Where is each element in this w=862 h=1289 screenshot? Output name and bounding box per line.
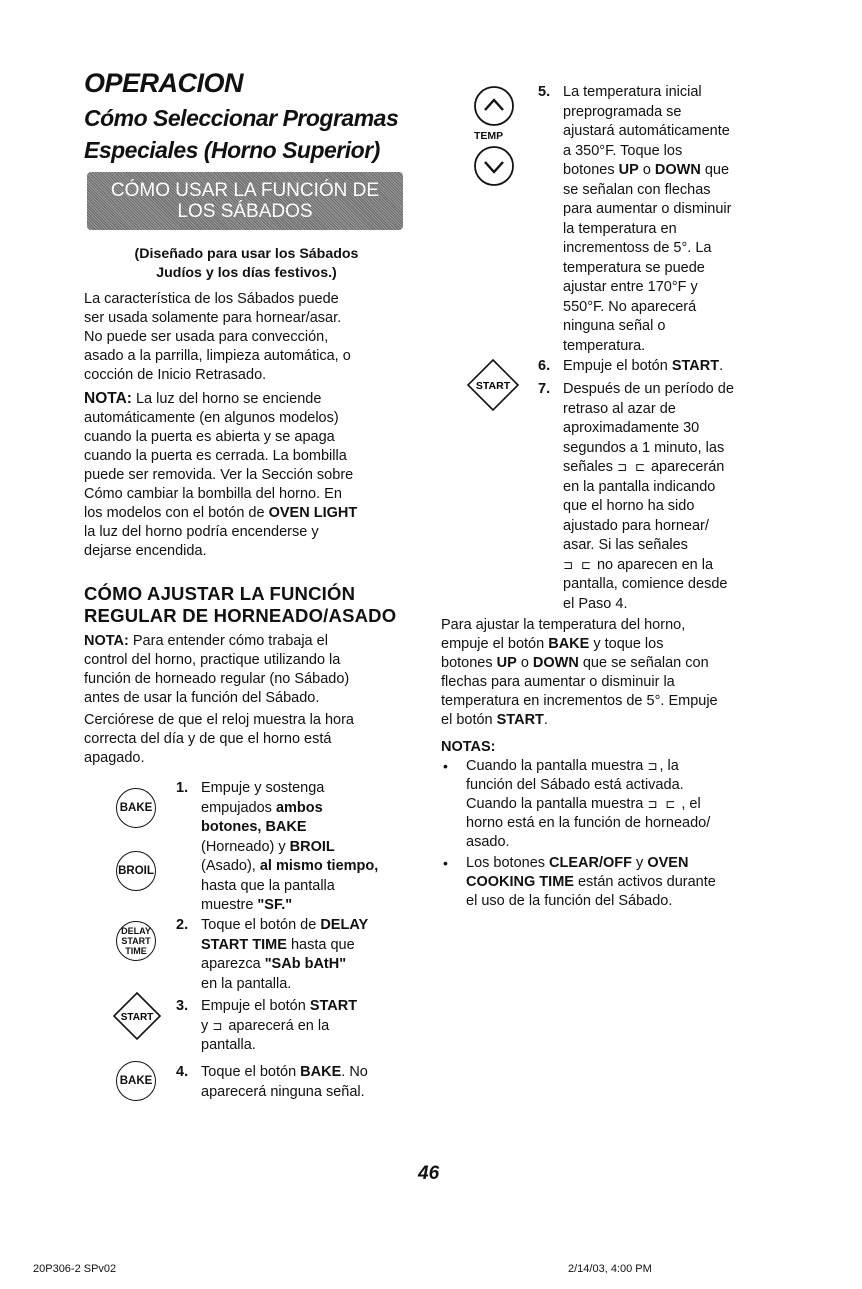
para-emphasis: DOWN	[532, 655, 579, 671]
para-emphasis: BAKE	[548, 636, 590, 652]
step-text: ajustado para hornear/	[563, 517, 709, 534]
step-text: aparecerá ninguna señal.	[201, 1083, 365, 1100]
step-text: Después de un período de	[563, 381, 734, 397]
section-note-line: función de horneado regular (no Sábado)	[84, 671, 350, 687]
broil-button-icon: BROIL	[116, 851, 156, 891]
step-text: . No	[341, 1064, 368, 1080]
note-text: Cuando la pantalla muestra	[466, 758, 648, 774]
step-number: 6.	[538, 358, 551, 374]
note-line: Cómo cambiar la bombilla del horno. En	[84, 486, 342, 502]
intro-line: asado a la parrilla, limpieza automática, o	[84, 348, 351, 364]
note-emphasis: COOKING TIME	[466, 874, 574, 890]
para-line: temperatura en incrementos de 5°. Empuje	[441, 693, 718, 709]
section-banner	[87, 172, 403, 230]
step-text: temperatura se puede	[563, 259, 705, 276]
start-button-icon-right	[466, 358, 520, 412]
step-number: 1.	[176, 780, 189, 796]
step-2	[176, 916, 416, 994]
start-button-icon	[112, 991, 162, 1041]
step-text: temperatura.	[563, 337, 646, 354]
note-emphasis: CLEAR/OFF	[549, 855, 633, 871]
step-emphasis: BAKE	[300, 1064, 342, 1080]
notas-list	[441, 757, 781, 911]
banner-line-2: LOS SÁBADOS	[177, 201, 313, 222]
note-line: los modelos con el botón de	[84, 505, 265, 521]
designed-note	[84, 245, 409, 283]
designed-line-1: (Diseñado para usar los Sábados	[134, 246, 359, 262]
step-number: 7.	[538, 381, 551, 397]
temp-label: TEMP	[474, 130, 504, 142]
note-line: dejarse encendida.	[84, 543, 207, 559]
step-emphasis: DELAY	[320, 917, 369, 933]
up-arrow-icon	[473, 85, 515, 127]
step-text: en la pantalla.	[201, 975, 292, 992]
step-text: la temperatura en	[563, 220, 677, 237]
note-line: cuando la puerta es abierta y se apaga	[84, 429, 335, 445]
check-line: correcta del día y de que el horno está	[84, 731, 332, 747]
step-text: y	[201, 1017, 213, 1034]
step-text: se señalan con flechas	[563, 181, 711, 198]
footer-right: 2/14/03, 4:00 PM	[568, 1263, 652, 1275]
note-label: NOTA:	[84, 390, 132, 407]
step-5	[538, 83, 778, 356]
step-text: Empuje y sostenga	[201, 780, 325, 796]
intro-paragraph	[84, 290, 414, 385]
section-note	[84, 632, 414, 708]
para-text: el botón	[441, 712, 497, 728]
step-text: aparecerán	[646, 459, 725, 475]
note-text: horno está en la función de horneado/	[466, 815, 711, 831]
step-emphasis: "SAb bAtH"	[264, 956, 347, 972]
step-text: no aparecen en la	[592, 556, 714, 573]
step-text: retraso al azar de	[563, 400, 676, 417]
step-text: botones, BAKE	[201, 819, 307, 835]
step-text: muestre	[201, 897, 258, 913]
step-text: pantalla.	[201, 1037, 256, 1053]
intro-line: La característica de los Sábados puede	[84, 291, 339, 307]
step-text: Empuje el botón	[563, 358, 672, 374]
light-note	[84, 389, 414, 561]
step-emphasis: al mismo tiempo,	[259, 858, 379, 874]
step-text: botones	[563, 162, 619, 178]
step-4	[176, 1063, 416, 1102]
intro-line: cocción de Inicio Retrasado.	[84, 367, 267, 383]
note-line: automáticamente (en algunos modelos)	[84, 410, 339, 426]
step-emphasis: "SF."	[257, 897, 293, 913]
step-text: ajustar entre 170°F y	[563, 279, 698, 295]
step-text: (Asado),	[201, 858, 260, 874]
page-title: OPERACION	[84, 68, 244, 98]
display-symbol: ⊐	[212, 1018, 225, 1033]
section-note-line: control del horno, practique utilizando la	[84, 652, 341, 668]
step-emphasis: START TIME	[201, 936, 287, 953]
step-text: Toque el botón de	[201, 917, 321, 933]
note-line: cuando la puerta es cerrada. La bombilla	[84, 448, 347, 464]
step-text: empujados	[201, 799, 276, 816]
step-text: .	[719, 358, 724, 374]
step-text: ninguna señal o	[563, 318, 666, 334]
note-text: Cuando la pantalla muestra	[466, 796, 648, 812]
step-emphasis: UP	[618, 162, 639, 178]
step-text: 550°F. No aparecerá	[563, 298, 697, 315]
note-line: puede ser removida. Ver la Sección sobre	[84, 467, 354, 483]
section-heading-line-1: CÓMO AJUSTAR LA FUNCIÓN	[84, 583, 356, 604]
display-symbol: ⊐ ⊏	[563, 557, 593, 572]
note-text: Los botones	[466, 855, 550, 871]
bake-button-icon: BAKE	[116, 788, 156, 828]
step-emphasis: BROIL	[289, 838, 335, 855]
para-emphasis: UP	[496, 655, 517, 671]
start-icon-label: START	[475, 380, 511, 392]
step-text: que	[700, 162, 730, 178]
step-6	[538, 357, 778, 377]
note-text: asado.	[466, 834, 510, 850]
subtitle-line-1: Cómo Seleccionar Programas	[84, 105, 399, 131]
note-text: , la	[659, 758, 679, 774]
step-number: 4.	[176, 1064, 189, 1080]
step-emphasis: START	[309, 998, 358, 1014]
step-text: La temperatura inicial	[563, 84, 702, 100]
display-symbol: ⊐ ⊏	[617, 460, 647, 474]
step-text: que el horno ha sido	[563, 498, 695, 514]
note-line: La luz del horno se enciende	[135, 391, 322, 407]
note-text: y	[632, 855, 648, 871]
step-text: asar. Si las señales	[563, 537, 688, 553]
step-number: 3.	[176, 998, 189, 1014]
para-text: y toque los	[589, 636, 664, 652]
step-emphasis: START	[671, 358, 720, 374]
step-text: hasta que	[286, 936, 355, 953]
step-text: (Horneado) y	[201, 838, 290, 855]
intro-line: ser usada solamente para hornear/asar.	[84, 310, 342, 326]
step-emphasis: DOWN	[654, 162, 701, 178]
step-7	[538, 380, 778, 614]
step-text: Toque el botón	[201, 1064, 301, 1080]
step-1	[176, 779, 416, 916]
section-note-line: antes de usar la función del Sábado.	[84, 690, 320, 706]
step-text: aproximadamente 30	[563, 420, 700, 436]
para-emphasis: START	[496, 712, 544, 728]
para-text: o	[516, 655, 533, 671]
display-symbol: ⊐ ⊏	[647, 797, 678, 811]
section-note-line: Para entender cómo trabaja el	[132, 633, 328, 649]
step-text: a 350°F. Toque los	[563, 142, 683, 159]
note-text: , el	[677, 796, 701, 812]
step-text: Empuje el botón	[201, 998, 310, 1014]
step-number: 5.	[538, 84, 551, 100]
step-text: señales	[563, 459, 618, 475]
bullet: •	[443, 855, 448, 871]
adjust-temp-paragraph	[441, 616, 781, 730]
check-line: apagado.	[84, 750, 145, 766]
step-text: hasta que la pantalla	[201, 877, 335, 894]
step-text: el Paso 4.	[563, 595, 628, 612]
step-text: para aumentar o disminuir	[563, 201, 732, 217]
check-line: Cerciórese de que el reloj muestra la hora	[84, 712, 354, 728]
para-text: botones	[441, 655, 497, 671]
footer-left: 20P306-2 SPv02	[33, 1263, 117, 1275]
notas-label: NOTAS:	[441, 739, 496, 755]
section-note-label: NOTA:	[84, 633, 129, 649]
subtitle-line-2: Especiales (Horno Superior)	[84, 137, 380, 163]
step-text: o	[638, 162, 655, 178]
display-symbol: ⊐	[647, 759, 660, 773]
oven-light-label: OVEN LIGHT	[268, 505, 358, 521]
start-icon-label: START	[120, 1012, 154, 1023]
note-line: la luz del horno podría encenderse y	[84, 524, 319, 540]
step-text: aparecerá en la	[224, 1017, 330, 1034]
down-arrow-icon	[473, 145, 515, 187]
note-emphasis: OVEN	[647, 855, 689, 871]
bake-button-icon-2: BAKE	[116, 1061, 156, 1101]
para-text: que se señalan con	[578, 655, 709, 671]
para-line: flechas para aumentar o disminuir la	[441, 674, 675, 690]
note-text: están activos durante	[573, 874, 716, 890]
step-3	[176, 997, 416, 1056]
delay-start-time-icon: DELAY START TIME	[116, 921, 156, 961]
step-text: aparezca	[201, 956, 265, 972]
step-text: incrementoss de 5°. La	[563, 240, 712, 256]
section-heading-line-2: REGULAR DE HORNEADO/ASADO	[84, 605, 397, 626]
para-line: Para ajustar la temperatura del horno,	[441, 617, 686, 633]
step-number: 2.	[176, 917, 189, 933]
bullet: •	[443, 758, 448, 774]
note-text: el uso de la función del Sábado.	[466, 893, 673, 909]
banner-line-1: CÓMO USAR LA FUNCIÓN DE	[110, 180, 380, 201]
intro-line: No puede ser usada para convección,	[84, 329, 329, 345]
step-text: ajustará automáticamente	[563, 123, 730, 139]
step-text: pantalla, comience desde	[563, 576, 728, 592]
page-number: 46	[418, 1163, 440, 1184]
para-text: empuje el botón	[441, 636, 549, 652]
note-text: función del Sábado está activada.	[466, 777, 684, 793]
step-text: segundos a 1 minuto, las	[563, 439, 725, 456]
designed-line-2: Judíos y los días festivos.)	[156, 265, 337, 281]
step-emphasis: ambos	[275, 799, 323, 816]
para-text: .	[543, 712, 548, 728]
section-heading	[84, 583, 396, 627]
step-text: preprogramada se	[563, 103, 682, 120]
step-text: en la pantalla indicando	[563, 478, 716, 495]
check-paragraph	[84, 711, 414, 768]
